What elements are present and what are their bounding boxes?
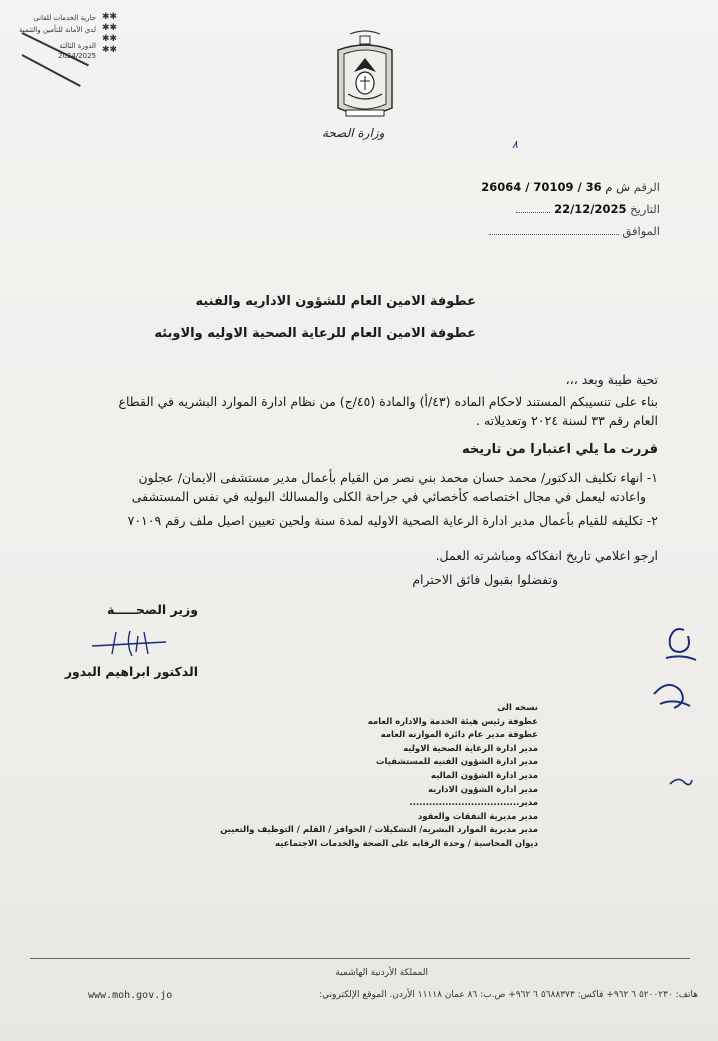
addressee-1: عطوفة الامين العام للشؤون الاداريه والفنيه <box>195 294 476 309</box>
copy-line: مدير مديرية الموارد البشريه/ التشكيلات / الحوافز / القلم / التوظيف والتعيين <box>220 825 538 836</box>
stamp-line-4: 2024/2025 <box>58 52 96 60</box>
greeting: تحية طيبة وبعد ،،، <box>565 372 658 387</box>
number-label: الرقم <box>633 180 660 194</box>
received-stamp <box>18 8 148 88</box>
hijri-label: الموافق <box>622 224 660 238</box>
website-link[interactable]: www.moh.gov.jo <box>88 990 173 1001</box>
copy-line: ديوان المحاسبة / وحدة الرقابه على الصحة والخدمات الاجتماعيه <box>275 838 538 849</box>
reference-number <box>481 180 660 194</box>
star-icon: ✱✱ ✱✱ ✱✱ ✱✱ <box>102 12 118 55</box>
handwritten-mark-icon <box>668 774 694 790</box>
item-1-line-2: واعادته ليعمل في مجال اختصاصه كأخصائي في جراحة الكلى والمسالك البوليه في نفس المستشفى <box>131 489 646 504</box>
stamp-line-2: لدي الأمانة للتأمين والتنمية <box>19 26 96 34</box>
ministry-logo-text: وزارة الصحة <box>322 126 385 140</box>
number-value: 26064 / 70109 / 36 <box>481 180 602 194</box>
closing-line: وتفضلوا بقبول فائق الاحترام <box>412 572 558 587</box>
copy-line: مدير ادارة الشؤون الماليه <box>430 770 538 781</box>
number-prefix: ش م <box>605 180 631 194</box>
copy-line: مدير.................................. <box>409 798 538 809</box>
date-label: التاريخ <box>630 202 660 216</box>
copy-line: مدير ادارة الشؤون الفنيه للمستشفيات <box>376 757 538 768</box>
handwritten-mark: ٨ <box>512 138 518 151</box>
stamp-line-3: الدورة الثالثة <box>59 42 96 50</box>
signature-icon <box>86 626 176 662</box>
copy-line: عطوفة مدير عام دائرة الموازنه العامه <box>380 730 538 741</box>
copies-list <box>220 702 538 852</box>
copy-line: مدير ادارة الشؤون الاداريه <box>427 784 538 795</box>
footer-divider <box>30 958 690 959</box>
copies-heading: نسخه الى <box>497 703 538 713</box>
signatory-name: الدكتور ابراهيم البدور <box>64 664 198 679</box>
paragraph-1-line-1: بناء على تنسيبكم المستند لاحكام الماده (٤٣/أ) والمادة (٤٥/ج) من نظام ادارة الموارد البشريه في القطاع <box>118 394 658 409</box>
contact-details: هاتف: ٥٢٠٠٢٣٠ ٦ ٩٦٢+ فاكس: ٥٦٨٨٣٧٣ ٦ ٩٦٢+ ص.ب: ٨٦ عمان ١١١١٨ الأردن. الموقع الإلكتروني: <box>319 990 698 1000</box>
signatory-title: وزير الصحـــــة <box>106 602 198 617</box>
reference-date <box>516 202 660 216</box>
copy-line: مدير مديرية النفقات والعقود <box>417 811 538 822</box>
addressee-2: عطوفة الامين العام للرعاية الصحية الاوليه والاوبئه <box>154 326 476 341</box>
jordan-coat-of-arms-icon <box>330 28 400 123</box>
date-value: 22/12/2025 <box>554 202 627 216</box>
copy-line: مدير ادارة الرعاية الصحية الاوليه <box>403 743 538 754</box>
copy-line: عطوفة رئيس هيئة الخدمة والاداره العامه <box>367 716 538 727</box>
reference-hijri <box>489 224 660 238</box>
item-1-line-1: ١- انهاء تكليف الدكتور/ محمد حسان محمد بني نصر من القيام بأعمال مدير مستشفى الايمان/ عجلون <box>138 470 658 485</box>
handwritten-note-icon <box>644 618 704 728</box>
paragraph-1-line-2: العام رقم ٣٣ لسنة ٢٠٢٤ وتعديلاته . <box>476 413 658 428</box>
request-line: ارجو اعلامي تاريخ انفكاكه ومباشرته العمل. <box>435 548 658 563</box>
decision-heading: قررت ما يلي اعتبارا من تاريخه <box>462 442 658 457</box>
item-2: ٢- تكليفه للقيام بأعمال مدير ادارة الرعاية الصحية الاوليه لمدة سنة ولحين تعيين اصيل ملف رقم ٧٠١٠٩ <box>127 513 658 528</box>
footer-country: المملكة الأردنية الهاشمية <box>335 968 428 978</box>
stamp-line-1: جارية الخدمات للقاني <box>33 14 96 22</box>
